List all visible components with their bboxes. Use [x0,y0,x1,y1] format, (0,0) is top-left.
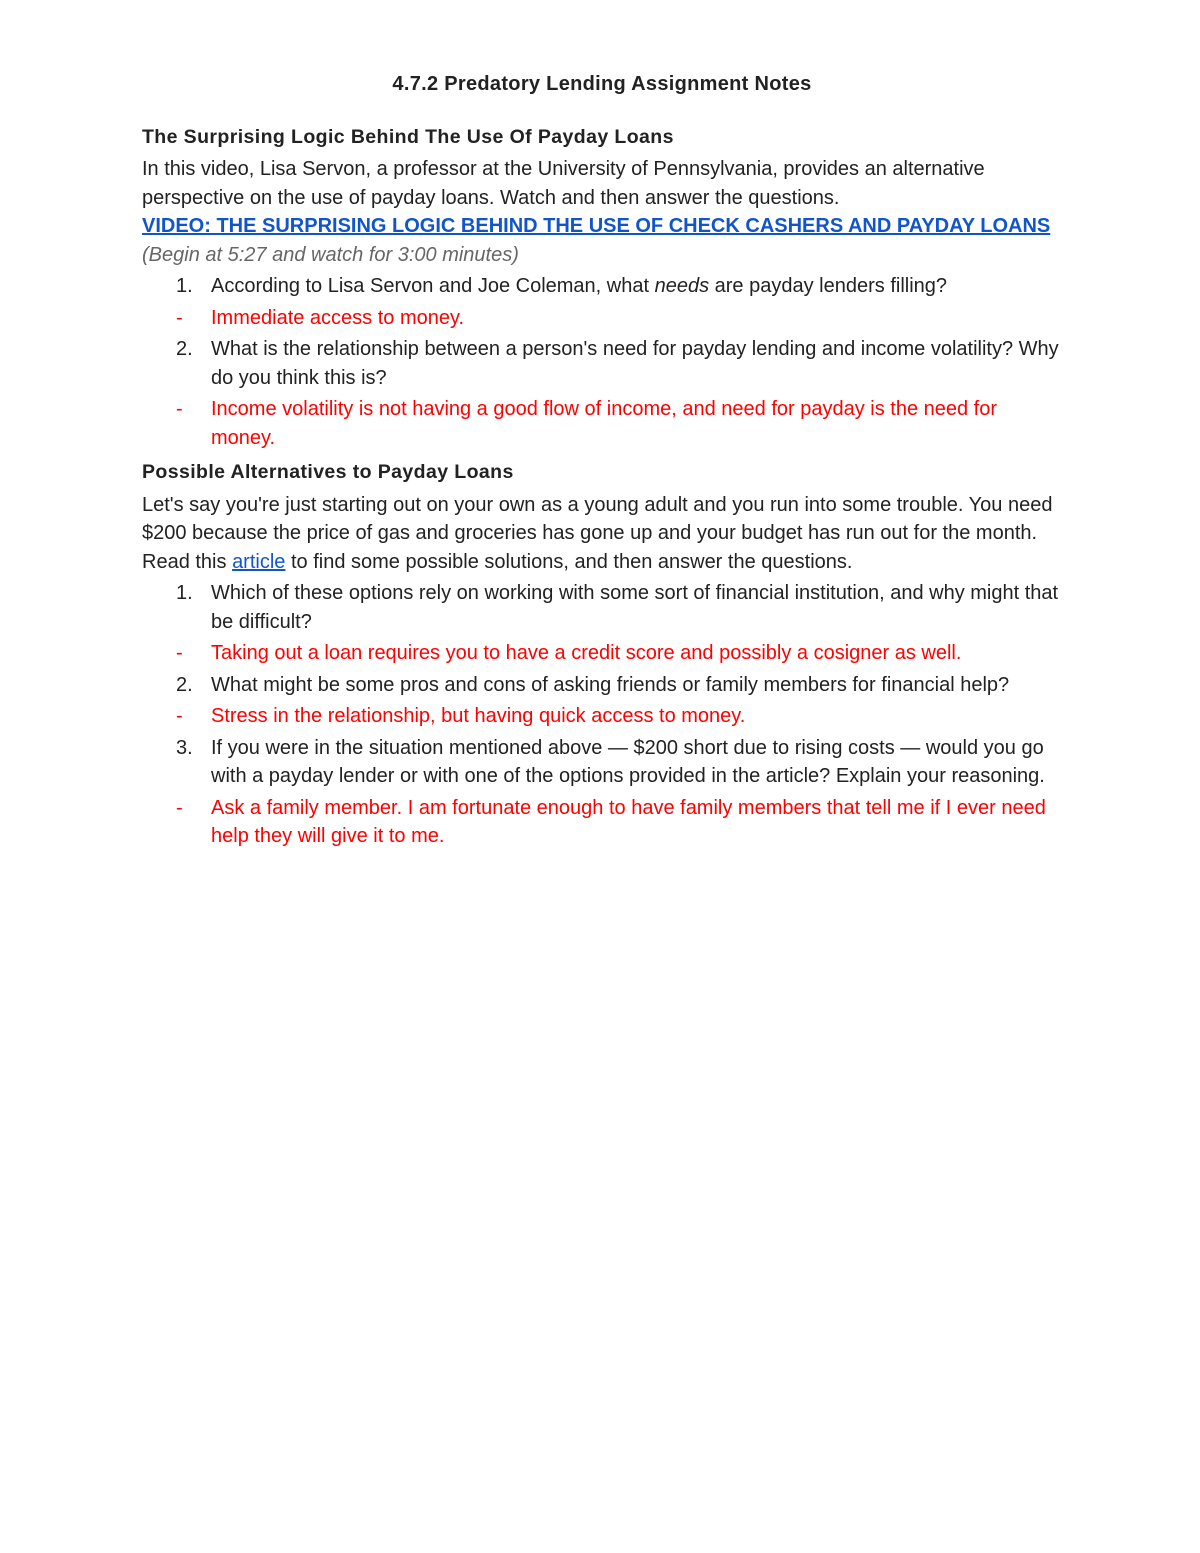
answer-item [176,794,1062,851]
list-number: 1. [176,582,193,604]
list-number: 2. [176,673,193,696]
question-text [211,272,1062,301]
question-item [176,579,1062,636]
question-text-pre: According to Lisa Servon and Joe Coleman, what [211,275,655,297]
list-number: 3. [176,736,193,759]
answer-text: Taking out a loan requires you to have a credit score and possibly a cosigner as well. [211,642,962,664]
answer-dash: - [176,398,183,420]
section-intro-text: In this video, Lisa Servon, a professor at the University of Pennsylvania, provides an alternative perspective on the use of payday loans. Watch and then answer the questions. [142,158,985,209]
answer-dash: - [176,306,183,329]
video-link[interactable]: VIDEO: THE SURPRISING LOGIC BEHIND THE USE OF CHECK CASHERS AND PAYDAY LOANS [142,215,1051,237]
section-intro [142,155,1062,269]
answer-text: Stress in the relationship, but having quick access to money. [211,705,746,727]
answer-text: Ask a family member. I am fortunate enough to have family members that tell me if I ever need help they will give it to me. [211,796,1046,847]
article-link[interactable]: article [232,550,286,573]
question-text: Which of these options rely on working with some sort of financial institution, and why might that be difficult? [211,582,1059,633]
section-intro-text-pre: Let's say you're just starting out on your own as a young adult and you run into some trouble. You need $200 because the price of gas and groceries has gone up and your budget has run out for the month. Read this [142,493,1053,573]
question-item [176,734,1062,791]
answer-text: Income volatility is not having a good flow of income, and need for payday is the need for money. [211,398,998,449]
answer-item [176,702,1062,731]
section-intro [142,491,1062,577]
question-text: What is the relationship between a person's need for payday lending and income volatility? Why do you think this is? [211,338,1059,389]
document-page [142,70,1062,851]
question-item [176,272,1062,301]
list-number: 1. [176,275,193,297]
answer-dash: - [176,796,183,819]
question-text-emphasis: needs [654,275,710,297]
answer-item [176,639,1062,668]
question-text: What might be some pros and cons of asking friends or family members for financial help? [211,673,1010,696]
answer-item [176,395,1062,452]
answer-text: Immediate access to money. [211,306,465,329]
section-intro-text-post: to find some possible solutions, and then answer the questions. [285,550,853,573]
question-item [176,671,1062,700]
question-text: If you were in the situation mentioned above — $200 short due to rising costs — would you go with a payday lender or with one of the options provided in the article? Explain your reasoning. [211,736,1045,787]
question-text-post: are payday lenders filling? [709,275,948,297]
section-heading-alternatives: Possible Alternatives to Payday Loans [142,461,514,483]
list-number: 2. [176,338,193,360]
video-note: (Begin at 5:27 and watch for 3:00 minutes) [142,243,519,266]
answer-item [176,304,1062,333]
document-title: 4.7.2 Predatory Lending Assignment Notes [392,73,812,95]
answer-dash: - [176,642,183,664]
question-item [176,335,1062,392]
section-heading-payday-logic: The Surprising Logic Behind The Use Of Payday Loans [142,125,674,148]
answer-dash: - [176,705,183,727]
